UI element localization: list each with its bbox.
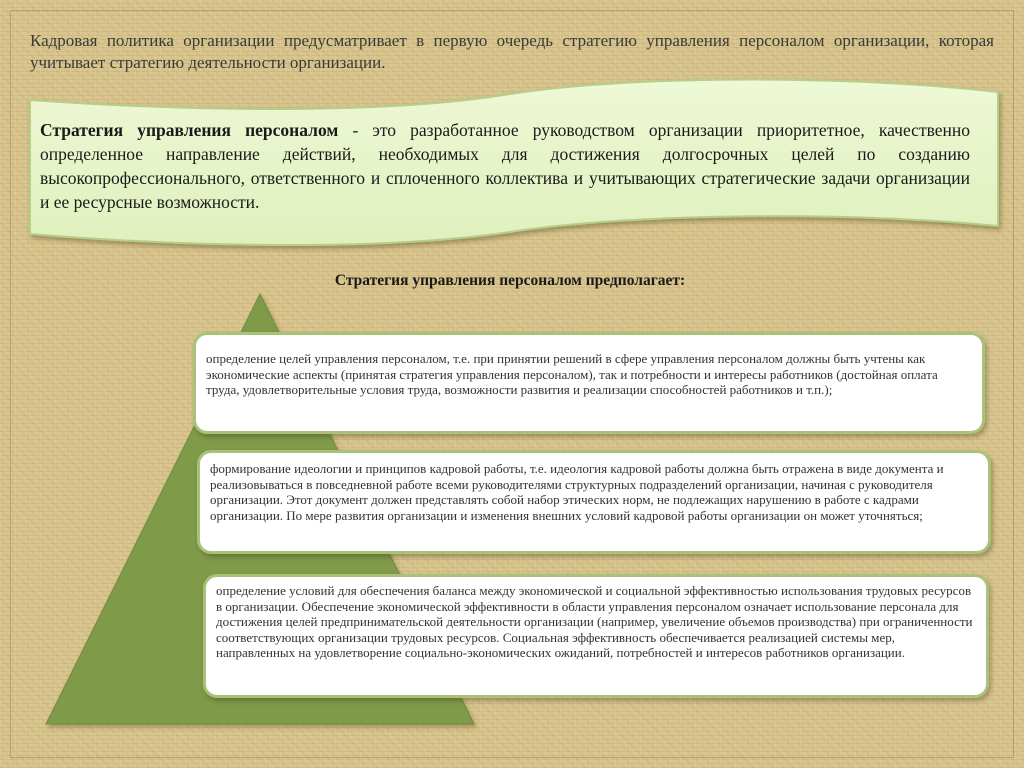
definition-term: Стратегия управления персоналом [40, 120, 339, 140]
strategy-item-1: определение целей управления персоналом, т.е. при принятии решений в сфере управления персоналом должны быть учтены как экономические аспекты (принятая стратегия управления персоналом), так и потребности и интересы работников (достойная оплата труда, удовлетворительные условия труда, возможности развития и реализации способностей работников и т.п.); [193, 332, 985, 434]
section-heading: Стратегия управления персоналом предполагает: [334, 272, 686, 289]
intro-paragraph: Кадровая политика организации предусматривает в первую очередь стратегию управления персоналом организации, которая учитывает стратегию деятельности организации. [30, 31, 994, 72]
definition-body: - это разработанное руководством организации приоритетное, качественно определенное направление действий, необходимых для достижения долгосрочных целей по созданию высокопрофессионального, ответственного и сплоченного коллектива и учитывающих стратегические задачи организации и ее ресурсные возможности. [40, 120, 970, 212]
strategy-item-3: определение условий для обеспечения баланса между экономической и социальной эффективностью использования трудовых ресурсов в организации. Обеспечение экономической эффективности в области управления персоналом означает использование персонала для достижения целей предпринимательской деятельности организации (например, увеличение объемов производства) при ограниченности соответствующих организации трудовых ресурсов. Социальная эффективность обеспечивается реализацией системы мер, направленных на удовлетворение социально-экономических ожиданий, потребностей и интересов работников организации. [203, 574, 989, 698]
strategy-item-2: формирование идеологии и принципов кадровой работы, т.е. идеология кадровой работы должна быть отражена в виде документа и реализовываться в повседневной работе всеми руководителями структурных подразделений организации, начиная с руководителя организации. Этот документ должен представлять собой набор этических норм, не подлежащих нарушению в работе с кадрами организации. По мере развития организации и изменения внешних условий кадровой работы организации он может уточняться; [197, 450, 991, 554]
